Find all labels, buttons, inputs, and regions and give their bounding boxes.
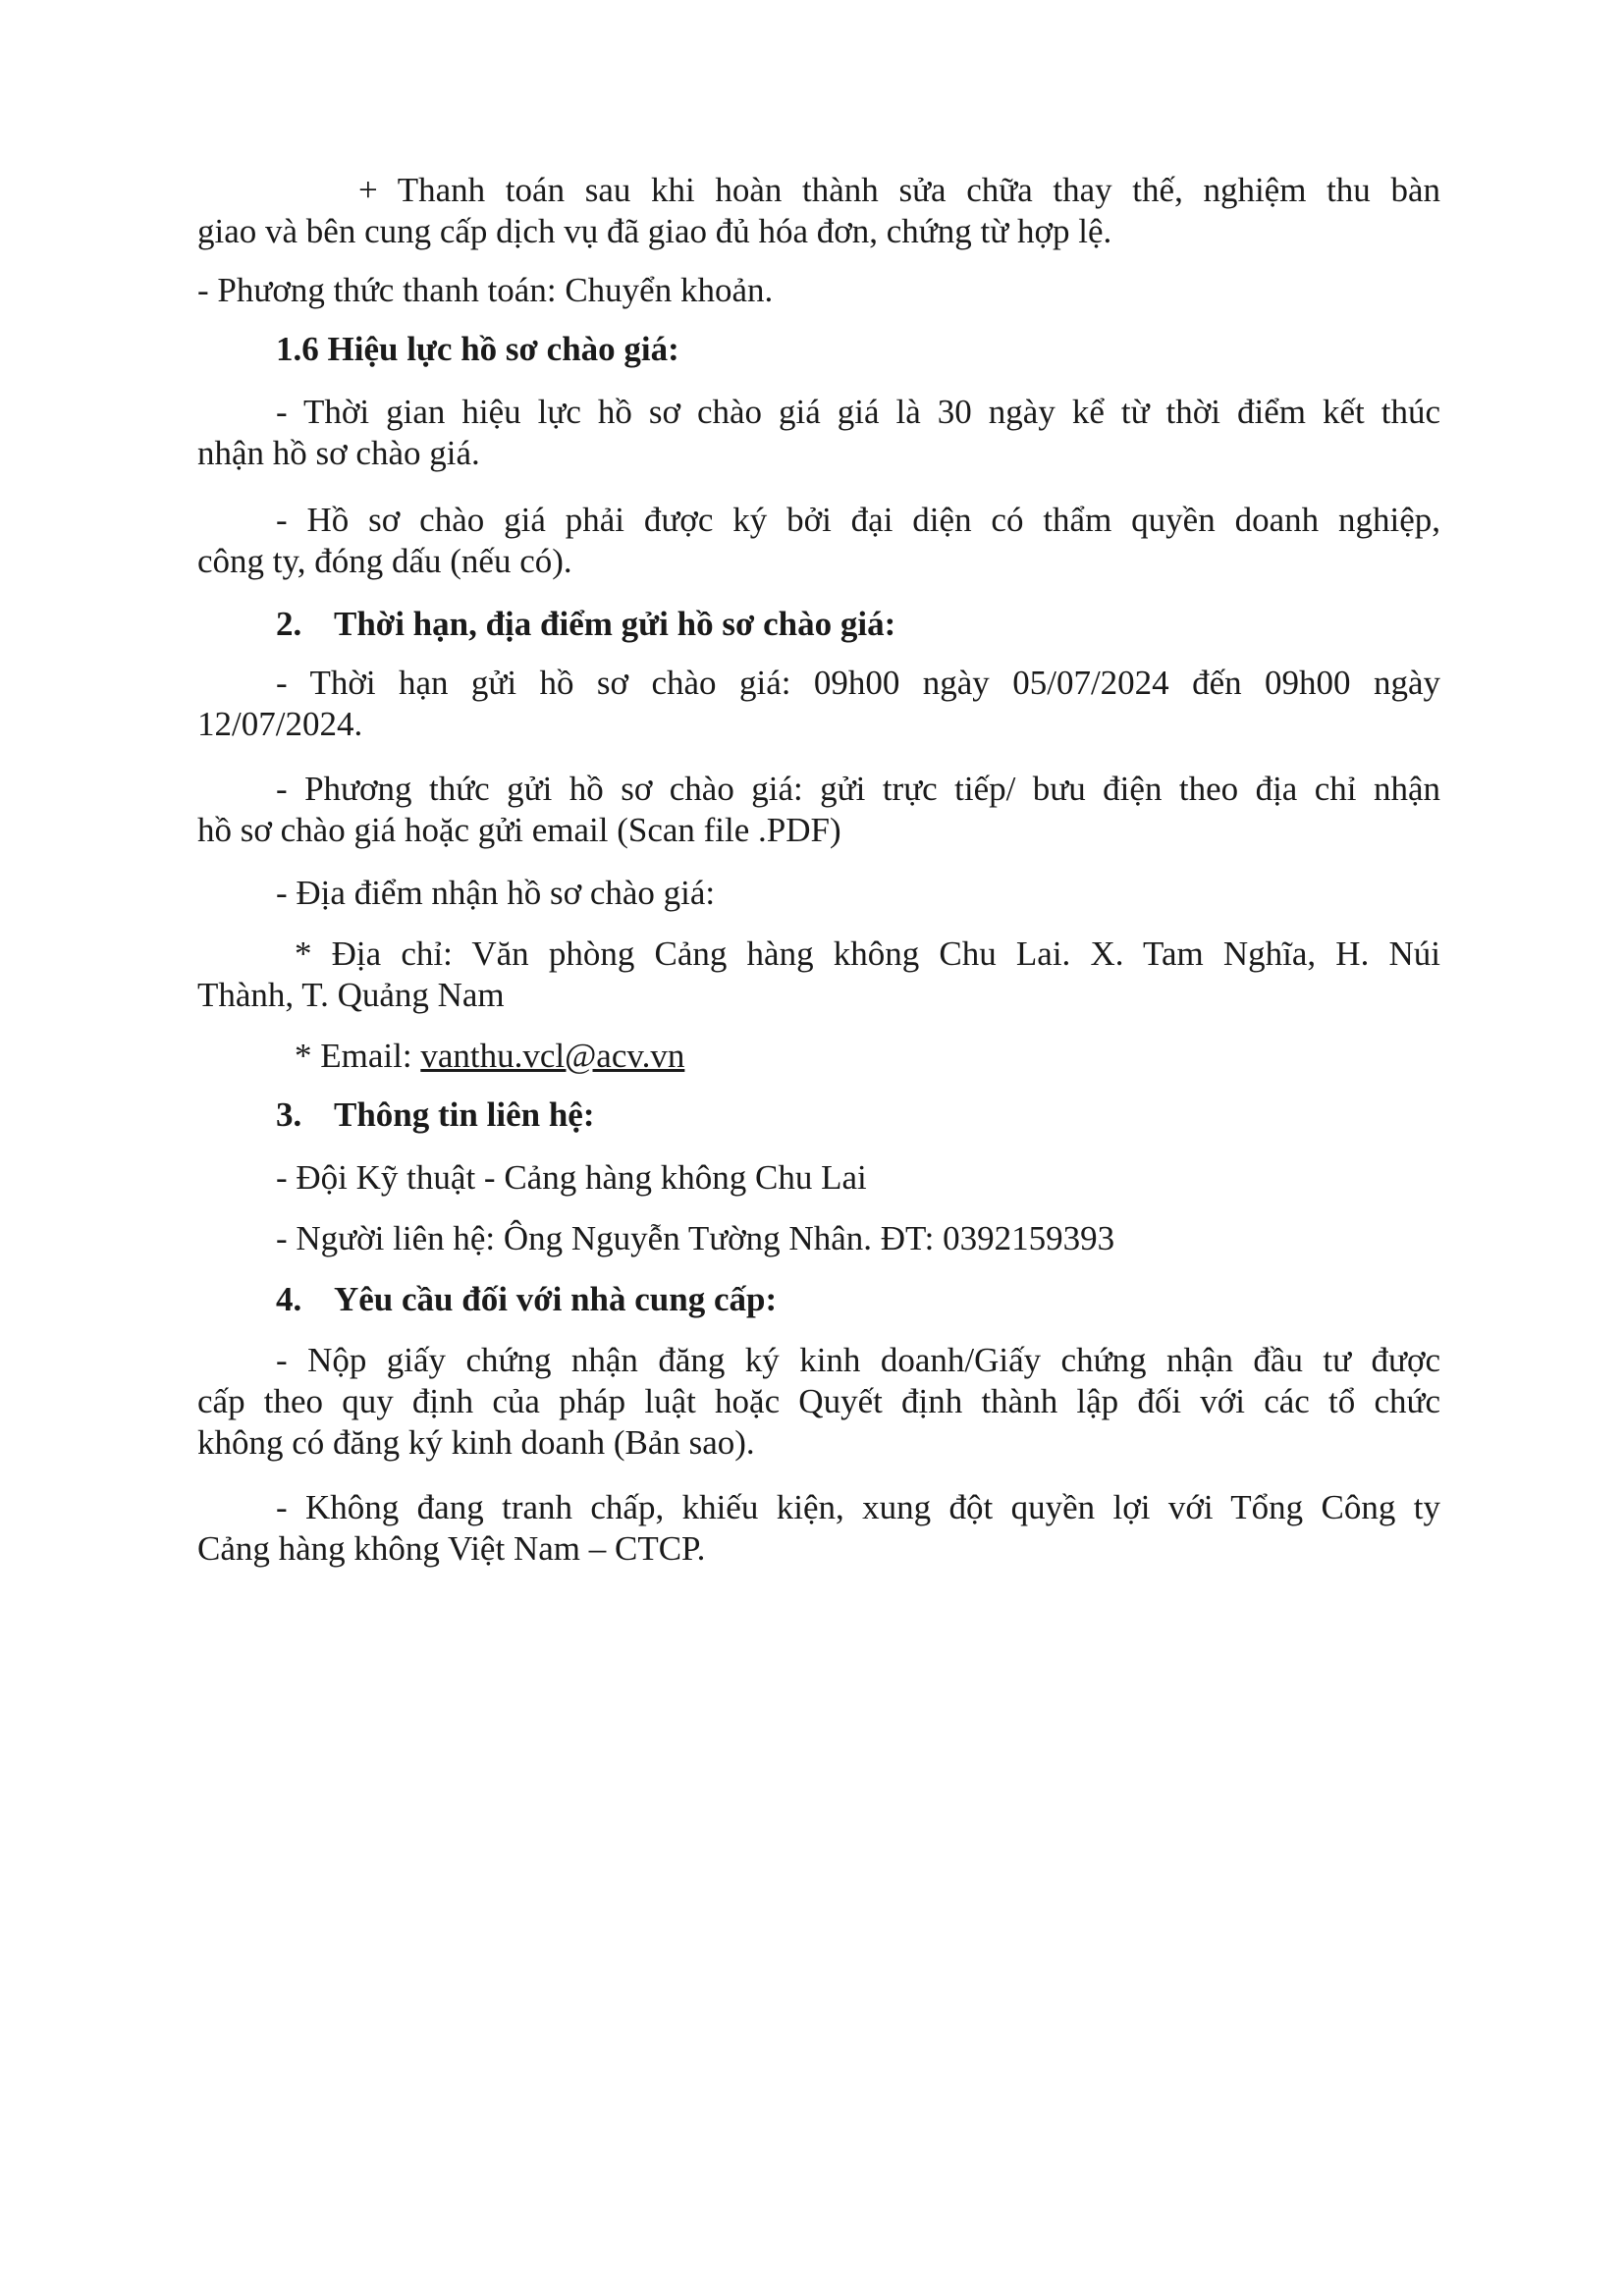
deadline-time-line-1: - Thời hạn gửi hồ sơ chào giá: 09h00 ngày 05/07/2024 đến 09h00 ngày <box>276 664 1440 702</box>
requirement-1-line-2: cấp theo quy định của pháp luật hoặc Quyết định thành lập đối với các tổ chức <box>197 1382 1440 1420</box>
section-4-heading: Yêu cầu đối với nhà cung cấp: <box>334 1280 778 1318</box>
section-2-number: 2. <box>276 605 302 643</box>
validity-paragraph-2-line-1: - Hồ sơ chào giá phải được ký bởi đại diện có thẩm quyền doanh nghiệp, <box>276 501 1440 539</box>
email-row <box>295 1036 684 1077</box>
requirement-1-line-3: không có đăng ký kinh doanh (Bản sao). <box>197 1423 755 1462</box>
email-label: * Email: <box>295 1037 421 1075</box>
validity-paragraph-1-line-1: - Thời gian hiệu lực hồ sơ chào giá giá là 30 ngày kể từ thời điểm kết thúc <box>276 393 1440 431</box>
payment-method: - Phương thức thanh toán: Chuyển khoản. <box>197 271 774 309</box>
deadline-time-line-2: 12/07/2024. <box>197 705 363 743</box>
payment-condition-line-2: giao và bên cung cấp dịch vụ đã giao đủ hóa đơn, chứng từ hợp lệ. <box>197 212 1112 250</box>
submission-method-line-2: hồ sơ chào giá hoặc gửi email (Scan file .PDF) <box>197 811 841 849</box>
payment-condition-line-1: + Thanh toán sau khi hoàn thành sửa chữa thay thế, nghiệm thu bàn <box>358 171 1440 209</box>
email-link[interactable]: vanthu.vcl@acv.vn <box>420 1037 685 1075</box>
contact-person: - Người liên hệ: Ông Nguyễn Tường Nhân. ĐT: 0392159393 <box>276 1219 1115 1257</box>
section-3-number: 3. <box>276 1095 302 1134</box>
requirement-1-line-1: - Nộp giấy chứng nhận đăng ký kinh doanh/Giấy chứng nhận đầu tư được <box>276 1341 1440 1379</box>
section-2-heading: Thời hạn, địa điểm gửi hồ sơ chào giá: <box>334 605 896 643</box>
submission-method-line-1: - Phương thức gửi hồ sơ chào giá: gửi trực tiếp/ bưu điện theo địa chỉ nhận <box>276 770 1440 808</box>
contact-team: - Đội Kỹ thuật - Cảng hàng không Chu Lai <box>276 1158 867 1197</box>
section-validity-heading: 1.6 Hiệu lực hồ sơ chào giá: <box>276 330 679 368</box>
section-4-number: 4. <box>276 1280 302 1318</box>
requirement-2-line-2: Cảng hàng không Việt Nam – CTCP. <box>197 1529 706 1568</box>
section-3-heading: Thông tin liên hệ: <box>334 1095 595 1134</box>
validity-paragraph-1-line-2: nhận hồ sơ chào giá. <box>197 434 480 472</box>
validity-paragraph-2-line-2: công ty, đóng dấu (nếu có). <box>197 542 572 580</box>
receiving-place-label: - Địa điểm nhận hồ sơ chào giá: <box>276 874 716 912</box>
requirement-2-line-1: - Không đang tranh chấp, khiếu kiện, xung đột quyền lợi với Tổng Công ty <box>276 1488 1440 1526</box>
address-line-1: * Địa chỉ: Văn phòng Cảng hàng không Chu Lai. X. Tam Nghĩa, H. Núi <box>295 934 1440 973</box>
address-line-2: Thành, T. Quảng Nam <box>197 976 505 1014</box>
